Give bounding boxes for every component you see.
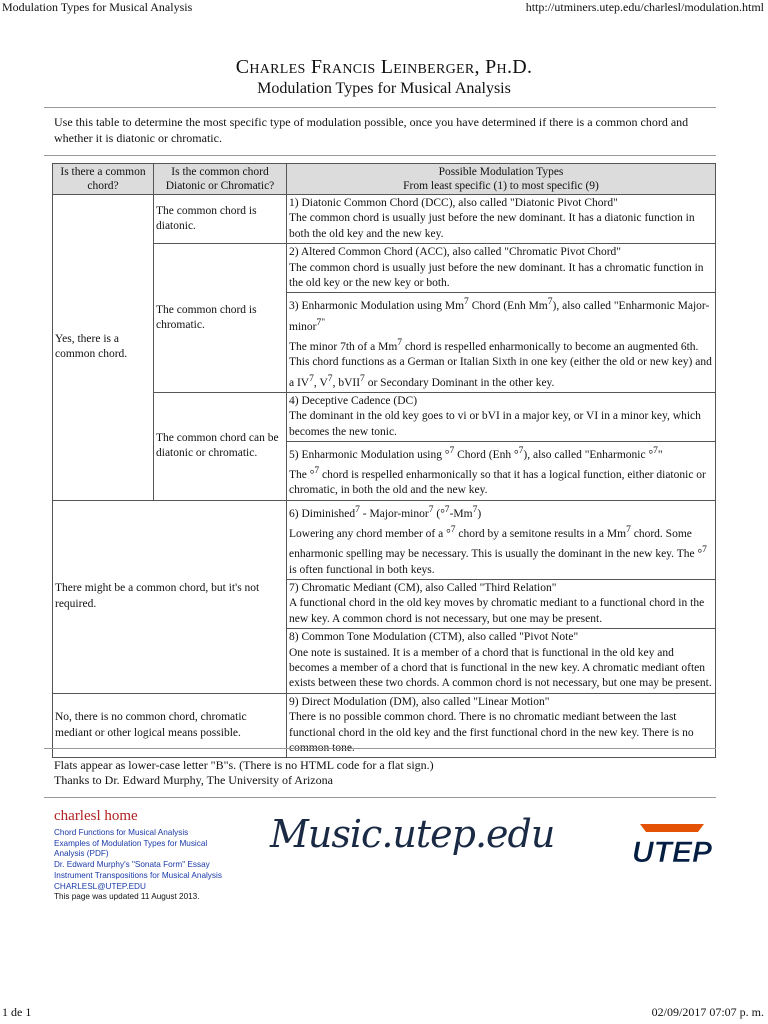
link-chord-functions[interactable]: Chord Functions for Musical Analysis xyxy=(54,828,189,837)
header-modulation-types: Possible Modulation Types From least specific (1) to most specific (9) xyxy=(287,164,716,195)
type-1: 1) Diatonic Common Chord (DCC), also called "Diatonic Pivot Chord" The common chord is usually just before the new dominant. It has a diatonic function in both the old key and the new key. xyxy=(287,195,716,244)
type-5: 5) Enharmonic Modulation using °$^7$ Chord (Enh °$^7$), also called "Enharmonic °$^7$" The °$^7$ chord is respelled enharmonically so that it has a logical function, either diatonic or chromatic, in both the old and the new key. xyxy=(287,442,716,501)
link-sonata-form[interactable]: Dr. Edward Murphy's "Sonata Form" Essay xyxy=(54,860,210,870)
utep-logo-text: UTEP xyxy=(632,836,712,869)
music-utep-logo[interactable]: Music.utep.edu xyxy=(270,812,555,856)
footer-links xyxy=(54,828,254,903)
answer-either: The common chord can be diatonic or chromatic. xyxy=(154,392,287,500)
type-6: 6) Diminished$^7$ - Major-minor$^7$ (°$^7$-Mm$^7$) Lowering any chord member of a °$^7$ chord by a semitone results in a Mm$^7$ chord. Some enharmonic spelling may be necessary. This is usually the dominant in the new key. The °$^7$ is often functional in both keys. xyxy=(287,500,716,579)
table-row xyxy=(53,500,716,579)
type-8: 8) Common Tone Modulation (CTM), also called "Pivot Note" One note is sustained. It is a member of a chord that is functional in the old key and becomes a member of a chord that is functional in the new key. A chromatic mediant often exists between these two chords. A common chord is not necessary, but one may be present. xyxy=(287,629,716,694)
browser-page-title: Modulation Types for Musical Analysis xyxy=(2,0,193,14)
answer-no: No, there is no common chord, chromatic mediant or other logical means possible. xyxy=(53,693,287,758)
link-email[interactable]: CHARLESL@UTEP.EDU xyxy=(54,881,146,891)
type-7: 7) Chromatic Mediant (CM), also Called "Third Relation" A functional chord in the old key moves by chromatic mediant to a functional chord in the new key. A common chord is not necessary, but one may be present. xyxy=(287,579,716,628)
answer-maybe: There might be a common chord, but it's not required. xyxy=(53,500,287,693)
divider xyxy=(44,107,716,108)
link-instrument-transpositions[interactable]: Instrument Transpositions for Musical Analysis xyxy=(54,870,222,880)
type-2: 2) Altered Common Chord (ACC), also called "Chromatic Pivot Chord" The common chord is usually just before the new dominant. It has a chromatic function in the old key or the new key or both. xyxy=(287,244,716,293)
table-header-row xyxy=(53,164,716,195)
type-4: 4) Deceptive Cadence (DC) The dominant in the old key goes to vi or bVI in a major key, or VI in a minor key, which becomes the new tonic. xyxy=(287,392,716,441)
table-row xyxy=(53,195,716,244)
author-name: Charles Francis Leinberger, Ph.D. xyxy=(235,56,533,78)
header-diatonic-chromatic: Is the common chord Diatonic or Chromatic? xyxy=(154,164,287,195)
type-9: 9) Direct Modulation (DM), also called "Linear Motion" There is no possible common chord. There is no chromatic mediant between the last functional chord in the old key and the first functional chord in the new key. There is no common tone. xyxy=(287,693,716,758)
type-3: 3) Enharmonic Modulation using Mm$^7$ Chord (Enh Mm$^7$), also called "Enharmonic Major-minor$^{7"}$ The minor 7th of a Mm$^7$ chord is respelled enharmonically to become an augmented 6th. This chord functions as a German or Italian Sixth in one key (either the old or new key) and a $IV^7$, $V^7$, bVII$^7$ or Secondary Dominant in the other key. xyxy=(287,293,716,392)
thanks-note: Thanks to Dr. Edward Murphy, The University of Arizona xyxy=(54,773,333,787)
answer-chromatic: The common chord is chromatic. xyxy=(154,244,287,393)
modulation-table xyxy=(52,163,716,758)
link-modulation-examples-pdf[interactable]: Analysis (PDF) xyxy=(54,849,109,859)
page-number: 1 de 1 xyxy=(2,1005,32,1019)
intro-text: Use this table to determine the most specific type of modulation possible, once you have determined if there is a common chord and whether it is diatonic or chromatic. xyxy=(54,115,689,145)
print-timestamp: 02/09/2017 07:07 p. m. xyxy=(651,1005,764,1019)
header-common-chord: Is there a common chord? xyxy=(53,164,154,195)
notes xyxy=(54,758,434,788)
utep-logo[interactable] xyxy=(632,818,712,870)
link-modulation-examples[interactable]: Examples of Modulation Types for Musical xyxy=(54,838,208,848)
flats-note: Flats appear as lower-case letter "B"s. (There is no HTML code for a flat sign.) xyxy=(54,758,434,772)
divider xyxy=(44,748,716,749)
divider xyxy=(44,797,716,798)
divider xyxy=(44,155,716,156)
answer-diatonic: The common chord is diatonic. xyxy=(154,195,287,244)
page-subtitle: Modulation Types for Musical Analysis xyxy=(257,80,511,97)
answer-yes: Yes, there is a common chord. xyxy=(53,195,154,501)
charlesl-home-link[interactable]: charlesl home xyxy=(54,808,138,824)
browser-url[interactable]: http://utminers.utep.edu/charlesl/modulation.html xyxy=(525,0,764,14)
updated-date: This page was updated 11 August 2013. xyxy=(54,892,200,902)
